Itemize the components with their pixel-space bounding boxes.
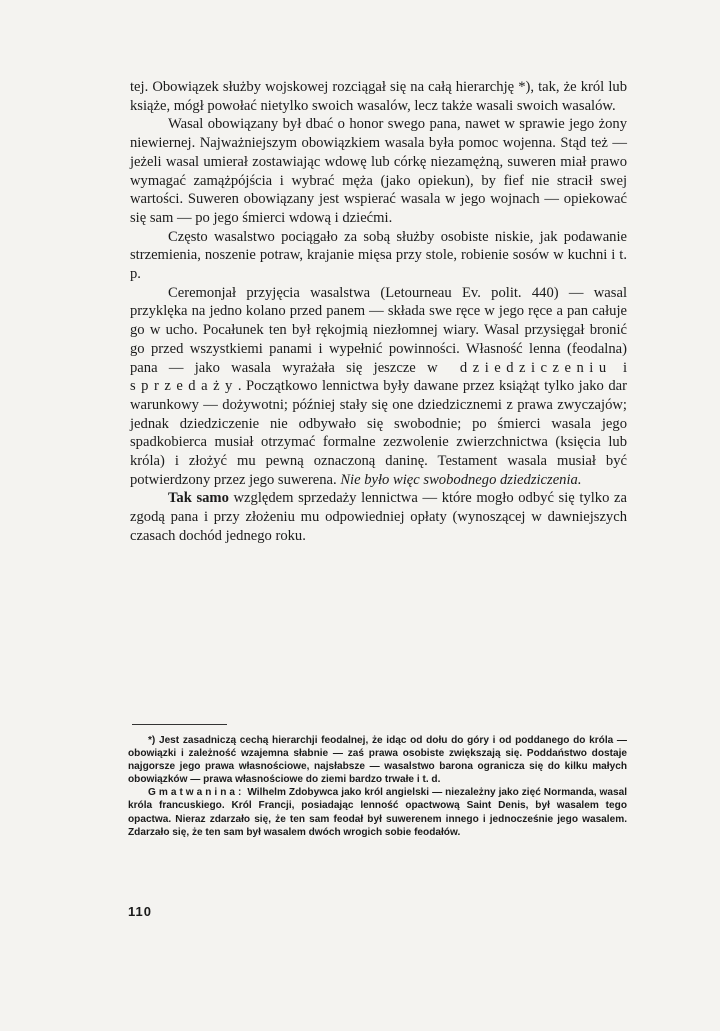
footnote-divider [132, 724, 227, 725]
paragraph-5-bold-lead: Tak samo [168, 490, 229, 507]
footnotes [128, 734, 627, 839]
paragraph-4-conjunction: i [611, 359, 627, 376]
footnote-2 [128, 786, 627, 838]
spaced-term-sale: sprzedaży [130, 378, 238, 395]
paragraph-5-rest: względem sprzedaży lennictwa — które mogło odbyć się tylko za zgodą pana i przy złożeniu mu odpowiedniej opłaty (wynoszącej w dawniejszych czasach dochód jednego roku. [130, 490, 627, 544]
paragraph-3: Często wasalstwo pociągało za sobą służby osobiste niskie, jak podawanie strzemienia, noszenie potraw, krajanie mięsa przy stole, robienie sosów w kuchni i t. p. [130, 228, 627, 283]
paragraph-4 [130, 284, 627, 490]
spaced-term-inheritance: w dziedziczeniu [427, 359, 612, 376]
paragraph-1: tej. Obowiązek służby wojskowej rozciągał się na całą hierarchję *), tak, że król lub książe, mógł powołać nietylko swoich wasalów, lecz także wasali swoich wasalów. [130, 79, 627, 114]
paragraph-4-middle: . Początkowo lennictwa były dawane przez książąt tylko jako dar warunkowy — dożywotni; później stały się one dziedzicznemi z prawa zwyczajów; jednak dziedziczenie nie odbywało się swobodnie; po śmierci wasala jego spadkobierca musiał otrzymać formalne zezwolenie zwierzchnictwa (księcia lub króla) i złożyć mu pewną oznaczoną daninę. Testament wasala musiał być potwierdzony przez jego suwerena. [130, 378, 627, 488]
paragraph-5 [130, 489, 627, 545]
footnote-2-rest: Wilhelm Zdobywca jako król angielski — niezależny jako zięć Normanda, wasal króla francuskiego. Król Francji, posiadając lenność opactwową Saint Denis, był wasalem tego opactwa. Nieraz zdarzało się, że ten sam feodał był suwerenem innego i jednocześnie jego wasalem. Zdarzało się, że ten sam był wasalem dwóch wrogich sobie feodałów. [128, 787, 627, 838]
footnote-2-spaced-term: Gmatwanina: [148, 787, 245, 799]
paragraph-4-italic-conclusion: Nie było więc swobodnego dziedziczenia. [340, 471, 582, 488]
footnote-1: *) Jest zasadniczą cechą hierarchji feodalnej, że idąc od dołu do góry i od poddanego do króla — obowiązki i zależność wzajemna słabnie — zaś prawa osobiste zwiększają się. Poddaństwo dostaje najgorsze jego prawa własnościowe, najsłabsze — wasalstwo barona ogranicza się do kilku małych obowiązków — prawa własnościowe do ziemi bardzo trwałe i t. d. [128, 735, 627, 786]
page-number: 110 [128, 904, 152, 919]
paragraph-2: Wasal obowiązany był dbać o honor swego pana, nawet w sprawie jego żony niewiernej. Najważniejszym obowiązkiem wasala była pomoc wojenna. Stąd też — jeżeli wasal umierał zostawiając wdowę lub córkę niezamężną, suweren miał prawo wymagać zamążpójścia i wybrać męża (jako opiekun), by fief nie stracił swej wartości. Suweren obowiązany jest wspierać wasala w jego wojnach — opiekować się sam — po jego śmierci wdową i dziećmi. [130, 116, 627, 226]
main-text [130, 78, 627, 546]
paragraph-4-start: Ceremonjał przyjęcia wasalstwa (Letourneau Ev. polit. 440) — wasal przyklęka na jedno kolano przed panem — składa swe ręce w jego ręce a pan całuje go w ucho. Pocałunek ten był rękojmią niezłomnej wiary. Wasal przysięgał bronić go przed wszystkiemi panami i wypełnić powinności. Własność lenna (feodalna) pana — jako wasala wyrażała się jeszcze [130, 284, 627, 376]
